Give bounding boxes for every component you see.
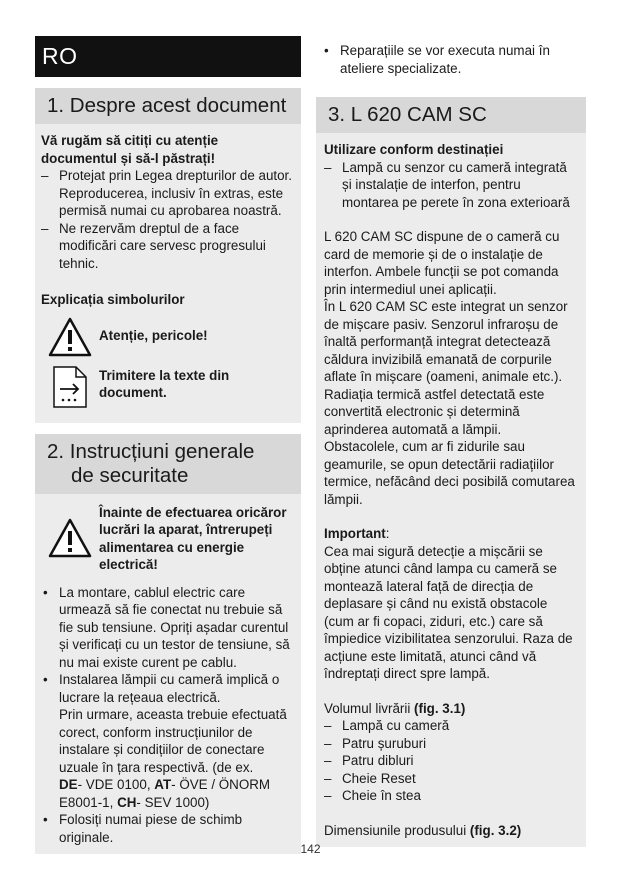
section-title: 1. Despre acest document [35, 88, 301, 124]
symbol-row-reference [41, 365, 295, 409]
right-column [316, 36, 586, 847]
warning-triangle-icon [47, 518, 93, 558]
list-item: – Lampă cu senzor cu cameră integrată și instalație de interfon, pentru montarea pe perete în zona exterioară [324, 159, 578, 212]
list-item: • Reparațiile se vor executa numai în ateliere specializate. [322, 42, 586, 77]
list-item: – Protejat prin Legea drepturilor de autor. Reproducerea, inclusiv în extras, este permisă numai cu aprobarea noastră. [41, 167, 295, 220]
section-safety [35, 434, 301, 855]
symbol-row-warning [41, 317, 295, 357]
page-number: 142 [300, 842, 321, 856]
section-title: 3. L 620 CAM SC [316, 97, 586, 133]
symbol-label: Trimitere la texte din document. [99, 367, 230, 400]
section-about-document [35, 88, 301, 423]
list-item: – Cheie Reset [324, 770, 578, 788]
safety-list [41, 584, 295, 847]
intro-text: Vă rugăm să citiți cu atenție documentul și să-l păstrați! [41, 133, 219, 166]
document-reference-icon [47, 365, 93, 409]
description-paragraph: În L 620 CAM SC este integrat un senzor de mișcare pasiv. Senzorul infraroșu de înaltă performanță integrat detectează căldura invizibilă emanată de corpurile aflate în mișcare (oameni, animale etc.). Radiația termică astfel detectată este convertită electronic și determină aprinderea automată a lămpii. Obstacolele, cum ar fi zidurile sau geamurile, se opun detectării radiațiilor termice, nefăcând deci posibilă comutarea lămpii. [324, 299, 575, 507]
description-paragraph: L 620 CAM SC dispune de o cameră cu card de memorie și de o instalație de interfon. Ambele funcții se pot comanda prin intermediul unei aplicații. [324, 229, 560, 297]
language-label: RO [35, 36, 301, 77]
list-item: – Lampă cu cameră [324, 717, 578, 735]
info-list [41, 167, 295, 272]
section-product [316, 97, 586, 847]
warning-triangle-icon [47, 317, 93, 357]
delivery-heading: Volumul livrării (fig. 3.1) [324, 700, 466, 716]
symbols-heading: Explicația simbolurilor [41, 292, 185, 307]
list-item: • Folosiți numai piese de schimb originale. [41, 811, 295, 846]
dimensions-heading: Dimensiunile produsului (fig. 3.2) [324, 822, 522, 838]
usage-heading: Utilizare conform destinației [324, 142, 504, 157]
warning-text: Înainte de efectuarea oricăror lucrări la aparat, întrerupeți alimentarea cu energie electrică! [99, 504, 287, 572]
symbol-label: Atenție, pericole! [99, 327, 208, 343]
safety-warning [41, 504, 295, 574]
repair-note [316, 42, 586, 77]
list-item: – Cheie în stea [324, 787, 578, 805]
left-column [35, 36, 301, 854]
delivery-list [324, 717, 578, 805]
list-item: – Patru dibluri [324, 752, 578, 770]
important-heading: Important: [324, 526, 390, 541]
list-item: – Patru șuruburi [324, 735, 578, 753]
important-text: Cea mai sigură detecție a mișcării se obține atunci când lampa cu cameră se montează lateral față de direcția de deplasare și când nu există obstacole (cum ar fi copaci, ziduri, etc.) care să împiedice vizibilitatea senzorului. Raza de acțiune este limitată, atunci când vă îndreptați direct spre lampă. [324, 543, 573, 681]
list-item: – Ne rezervăm dreptul de a face modificări care servesc progresului tehnic. [41, 220, 295, 273]
list-item: • Instalarea lămpii cu cameră implică o lucrare la rețeaua electrică. Prin urmare, aceasta trebuie efectuată corect, conform instrucțiunilor de instalare și condițiilor de conectare uzuale în țara respectivă. (de ex. DE- VDE 0100, AT- ÖVE / ÖNORM E8001-1, CH- SEV 1000) [41, 671, 295, 811]
list-item: • La montare, cablul electric care urmează să fie conectat nu trebuie să fie sub tensiune. Opriți așadar curentul și verificați cu un testor de tensiune, să nu mai existe curent pe cablu. [41, 584, 295, 672]
usage-list [324, 159, 578, 212]
section-title: 2. Instrucțiuni generale de securitate [35, 434, 301, 494]
